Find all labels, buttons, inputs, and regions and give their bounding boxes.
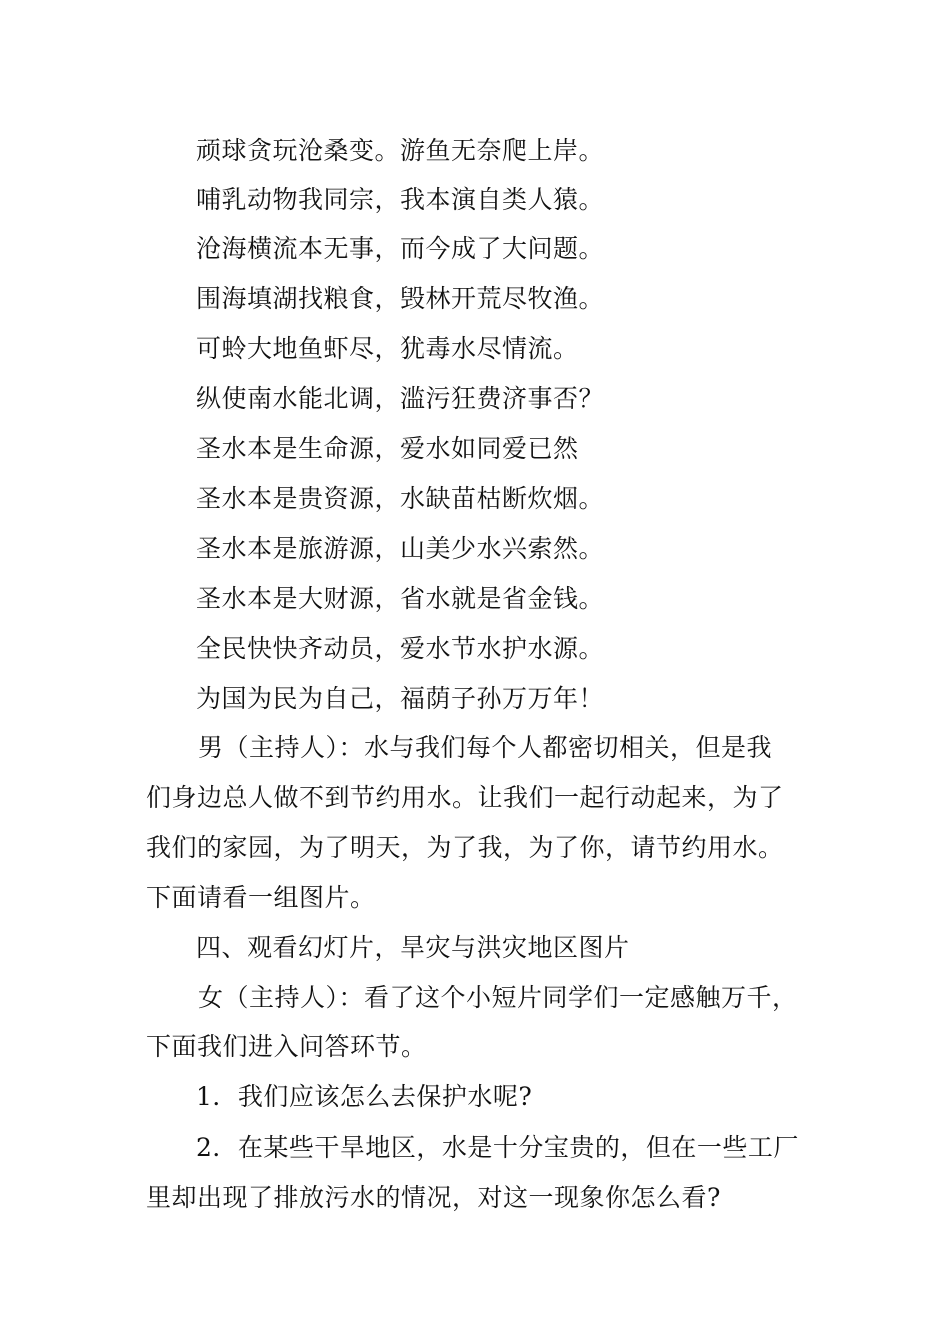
- poem-line: 顽球贪玩沧桑变。游鱼无奈爬上岸。: [196, 136, 605, 165]
- question-item: 1．我们应该怎么去保护水呢?: [196, 1082, 533, 1111]
- question-item-cont: 里却出现了排放污水的情况，对这一现象你怎么看?: [146, 1183, 721, 1212]
- poem-line: 圣水本是大财源，省水就是省金钱。: [196, 584, 605, 613]
- poem-line: 为国为民为自己，福荫子孙万万年！: [196, 684, 605, 713]
- poem-line: 沧海横流本无事，而今成了大问题。: [196, 234, 605, 263]
- male-host-line: 下面请看一组图片。: [146, 883, 376, 912]
- male-host-line: 男（主持人）：水与我们每个人都密切相关，但是我: [198, 733, 773, 762]
- poem-line: 可蛉大地鱼虾尽，犹毒水尽情流。: [196, 334, 579, 363]
- female-host-line: 女（主持人）：看了这个小短片同学们一定感触万千，: [198, 983, 798, 1012]
- poem-line: 圣水本是贵资源，水缺苗枯断炊烟。: [196, 484, 605, 513]
- poem-line: 纵使南水能北调，滥污狂费济事否？: [196, 384, 605, 413]
- male-host-line: 们身边总人做不到节约用水。让我们一起行动起来，为了: [146, 783, 784, 812]
- poem-line: 哺乳动物我同宗，我本演自类人猿。: [196, 185, 605, 214]
- poem-line: 全民快快齐动员，爱水节水护水源。: [196, 634, 605, 663]
- section-heading: 四、观看幻灯片，旱灾与洪灾地区图片: [196, 933, 630, 962]
- male-host-line: 我们的家园，为了明天，为了我，为了你，请节约用水。: [146, 833, 784, 862]
- poem-line: 圣水本是生命源，爱水如同爱已然: [196, 434, 579, 463]
- question-item: 2．在某些干旱地区，水是十分宝贵的，但在一些工厂: [196, 1133, 799, 1162]
- poem-line: 围海填湖找粮食，毁林开荒尽牧渔。: [196, 284, 605, 313]
- poem-line: 圣水本是旅游源，山美少水兴索然。: [196, 534, 605, 563]
- female-host-line: 下面我们进入问答环节。: [146, 1032, 427, 1061]
